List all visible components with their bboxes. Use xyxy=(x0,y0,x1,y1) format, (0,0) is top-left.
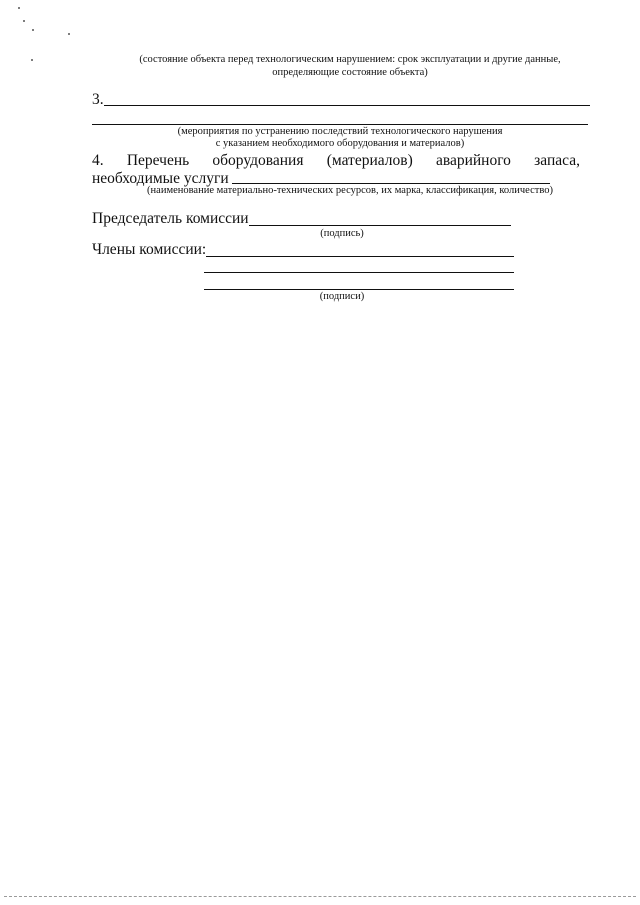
resources-caption: (наименование материально-технических ресурсов, их марка, классификация, количество) xyxy=(147,185,553,196)
section-4-word-1: Перечень xyxy=(126,152,190,169)
member-signature-line-2 xyxy=(204,272,514,273)
section-4-heading xyxy=(92,152,580,170)
member-signature-line-1 xyxy=(206,256,514,257)
measures-caption-line2: с указанием необходимого оборудования и материалов) xyxy=(215,138,465,149)
section-4-services-label: необходимые услуги xyxy=(92,170,229,187)
section-4-word-2: оборудования xyxy=(212,152,304,169)
object-state-caption-line1: (состояние объекта перед технологическим нарушением: срок эксплуатации и другие данные, xyxy=(139,54,561,65)
chairman-signature-caption: (подпись) xyxy=(320,228,364,239)
section-3-fill-line xyxy=(104,105,590,106)
section-4-word-5: запаса, xyxy=(534,152,580,169)
chairman-label: Председатель комиссии xyxy=(92,210,249,227)
section-4-word-3: (материалов) xyxy=(326,152,413,169)
scan-speck xyxy=(32,29,34,31)
chairman-signature-line xyxy=(249,225,511,226)
scan-speck xyxy=(23,20,25,22)
section-4-number: 4. xyxy=(92,152,104,169)
members-signature-caption: (подписи) xyxy=(319,291,365,302)
section-3-number: 3. xyxy=(92,91,104,108)
scan-speck xyxy=(68,33,70,35)
members-label: Члены комиссии: xyxy=(92,241,207,258)
measures-caption-line1: (мероприятия по устранению последствий технологического нарушения xyxy=(177,126,503,137)
scan-speck xyxy=(31,59,33,61)
scan-speck xyxy=(18,7,20,9)
section-3-fill-line-2 xyxy=(92,124,588,125)
services-fill-line xyxy=(232,183,550,184)
member-signature-line-3 xyxy=(204,289,514,290)
scan-bottom-edge xyxy=(4,896,636,897)
section-4-word-4: аварийного xyxy=(435,152,511,169)
object-state-caption-line2: определяющие состояние объекта) xyxy=(272,67,428,78)
